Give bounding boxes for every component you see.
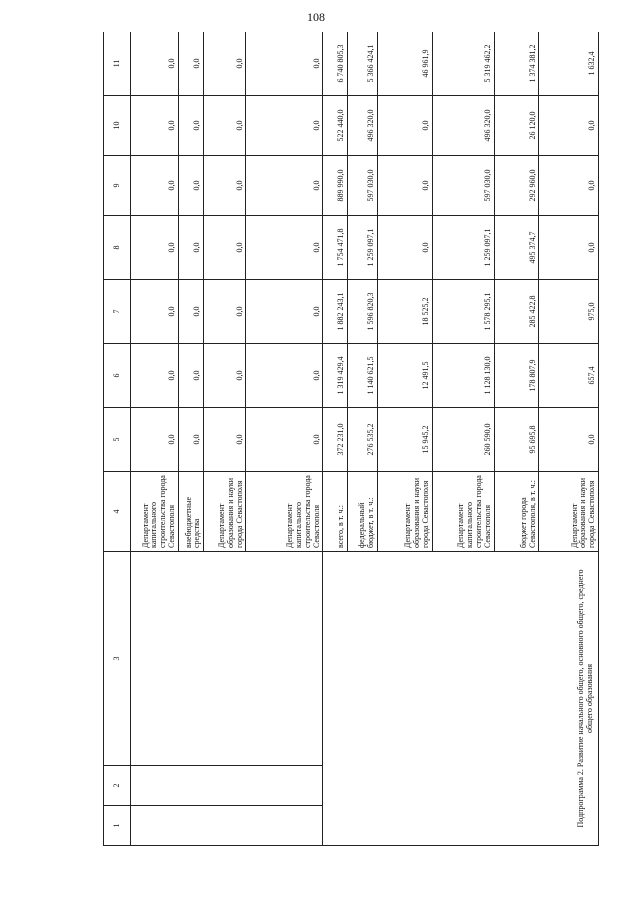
value-cell: 15 945,2 — [378, 408, 433, 472]
value-cell: 597 030,0 — [432, 156, 494, 216]
org-cell: Департамент образования и науки города Севастополя — [539, 472, 599, 552]
header-cell: 9 — [104, 156, 131, 216]
value-cell: 0,0 — [204, 96, 246, 156]
header-cell: 3 — [104, 552, 131, 766]
value-cell: 1 596 820,3 — [348, 280, 378, 344]
value-cell: 95 695,8 — [494, 408, 539, 472]
value-cell: 1 374 381,2 — [494, 32, 539, 96]
value-cell: 0,0 — [378, 96, 433, 156]
empty-cell — [131, 552, 323, 766]
value-cell: 1 882 243,1 — [323, 280, 348, 344]
value-cell: 1 578 295,1 — [432, 280, 494, 344]
header-cell: 5 — [104, 408, 131, 472]
value-cell: 1 319 429,4 — [323, 344, 348, 408]
budget-table — [103, 32, 599, 846]
value-cell: 6 740 805,3 — [323, 32, 348, 96]
header-cell: 8 — [104, 216, 131, 280]
value-cell: 0,0 — [131, 156, 178, 216]
value-cell: 0,0 — [131, 408, 178, 472]
value-cell: 285 422,8 — [494, 280, 539, 344]
org-cell: федеральный бюджет, в т. ч.: — [348, 472, 378, 552]
value-cell: 1 140 621,5 — [348, 344, 378, 408]
value-cell: 0,0 — [204, 156, 246, 216]
empty-cell — [131, 806, 323, 846]
header-cell: 2 — [104, 766, 131, 806]
value-cell: 0,0 — [246, 32, 323, 96]
header-cell: 10 — [104, 96, 131, 156]
value-cell: 0,0 — [178, 96, 204, 156]
value-cell: 0,0 — [178, 216, 204, 280]
value-cell: 18 525,2 — [378, 280, 433, 344]
value-cell: 1 259 097,1 — [432, 216, 494, 280]
value-cell: 0,0 — [178, 156, 204, 216]
subprogram-title: Подпрограмма 2. Развитие начального общего, основного общего, среднего общего образования — [323, 552, 599, 846]
org-cell: Департамент капитального строительства города Севастополя — [432, 472, 494, 552]
value-cell: 0,0 — [539, 408, 599, 472]
header-cell: 7 — [104, 280, 131, 344]
value-cell: 5 319 462,2 — [432, 32, 494, 96]
header-cell: 4 — [104, 472, 131, 552]
value-cell: 46 961,9 — [378, 32, 433, 96]
org-cell: Департамент капитального строительства города Севастополя — [246, 472, 323, 552]
value-cell: 0,0 — [131, 344, 178, 408]
header-cell: 1 — [104, 806, 131, 846]
value-cell: 0,0 — [204, 280, 246, 344]
value-cell: 0,0 — [178, 280, 204, 344]
value-cell: 495 374,7 — [494, 216, 539, 280]
value-cell: 12 491,5 — [378, 344, 433, 408]
value-cell: 0,0 — [131, 216, 178, 280]
value-cell: 522 440,0 — [323, 96, 348, 156]
table-row — [323, 32, 348, 846]
value-cell: 0,0 — [378, 156, 433, 216]
value-cell: 260 590,0 — [432, 408, 494, 472]
value-cell: 0,0 — [131, 96, 178, 156]
value-cell: 496 320,0 — [432, 96, 494, 156]
header-row — [104, 32, 131, 846]
org-cell: Департамент образования и науки города Севастополя — [378, 472, 433, 552]
rotated-table-container — [103, 32, 599, 846]
value-cell: 1 754 471,8 — [323, 216, 348, 280]
value-cell: 0,0 — [204, 408, 246, 472]
value-cell: 0,0 — [131, 32, 178, 96]
value-cell: 0,0 — [204, 216, 246, 280]
empty-cell — [131, 766, 323, 806]
value-cell: 178 807,9 — [494, 344, 539, 408]
value-cell: 0,0 — [204, 32, 246, 96]
value-cell: 0,0 — [246, 408, 323, 472]
value-cell: 1 259 097,1 — [348, 216, 378, 280]
value-cell: 0,0 — [539, 96, 599, 156]
org-cell: бюджет города Севастополя, в т. ч.: — [494, 472, 539, 552]
value-cell: 0,0 — [378, 216, 433, 280]
header-cell: 6 — [104, 344, 131, 408]
value-cell: 26 120,0 — [494, 96, 539, 156]
value-cell: 496 320,0 — [348, 96, 378, 156]
value-cell: 0,0 — [246, 280, 323, 344]
value-cell: 1 632,4 — [539, 32, 599, 96]
org-cell: Департамент капитального строительства города Севастополя — [131, 472, 178, 552]
value-cell: 0,0 — [246, 96, 323, 156]
value-cell: 5 366 424,1 — [348, 32, 378, 96]
value-cell: 889 990,0 — [323, 156, 348, 216]
table-row — [131, 32, 178, 846]
org-cell: Департамент образования и науки города Севастополя — [204, 472, 246, 552]
value-cell: 975,0 — [539, 280, 599, 344]
value-cell: 292 960,0 — [494, 156, 539, 216]
value-cell: 0,0 — [246, 216, 323, 280]
value-cell: 276 535,2 — [348, 408, 378, 472]
header-cell: 11 — [104, 32, 131, 96]
value-cell: 0,0 — [131, 280, 178, 344]
value-cell: 0,0 — [246, 344, 323, 408]
value-cell: 0,0 — [539, 216, 599, 280]
value-cell: 0,0 — [204, 344, 246, 408]
value-cell: 0,0 — [178, 32, 204, 96]
value-cell: 597 030,0 — [348, 156, 378, 216]
value-cell: 1 128 130,0 — [432, 344, 494, 408]
value-cell: 0,0 — [178, 344, 204, 408]
value-cell: 0,0 — [246, 156, 323, 216]
value-cell: 0,0 — [178, 408, 204, 472]
org-cell: всего, в т. ч.: — [323, 472, 348, 552]
value-cell: 372 231,0 — [323, 408, 348, 472]
org-cell: внебюджетные средства — [178, 472, 204, 552]
page-number: 108 — [307, 10, 325, 24]
value-cell: 0,0 — [539, 156, 599, 216]
value-cell: 657,4 — [539, 344, 599, 408]
rotated-table-frame — [103, 32, 599, 846]
